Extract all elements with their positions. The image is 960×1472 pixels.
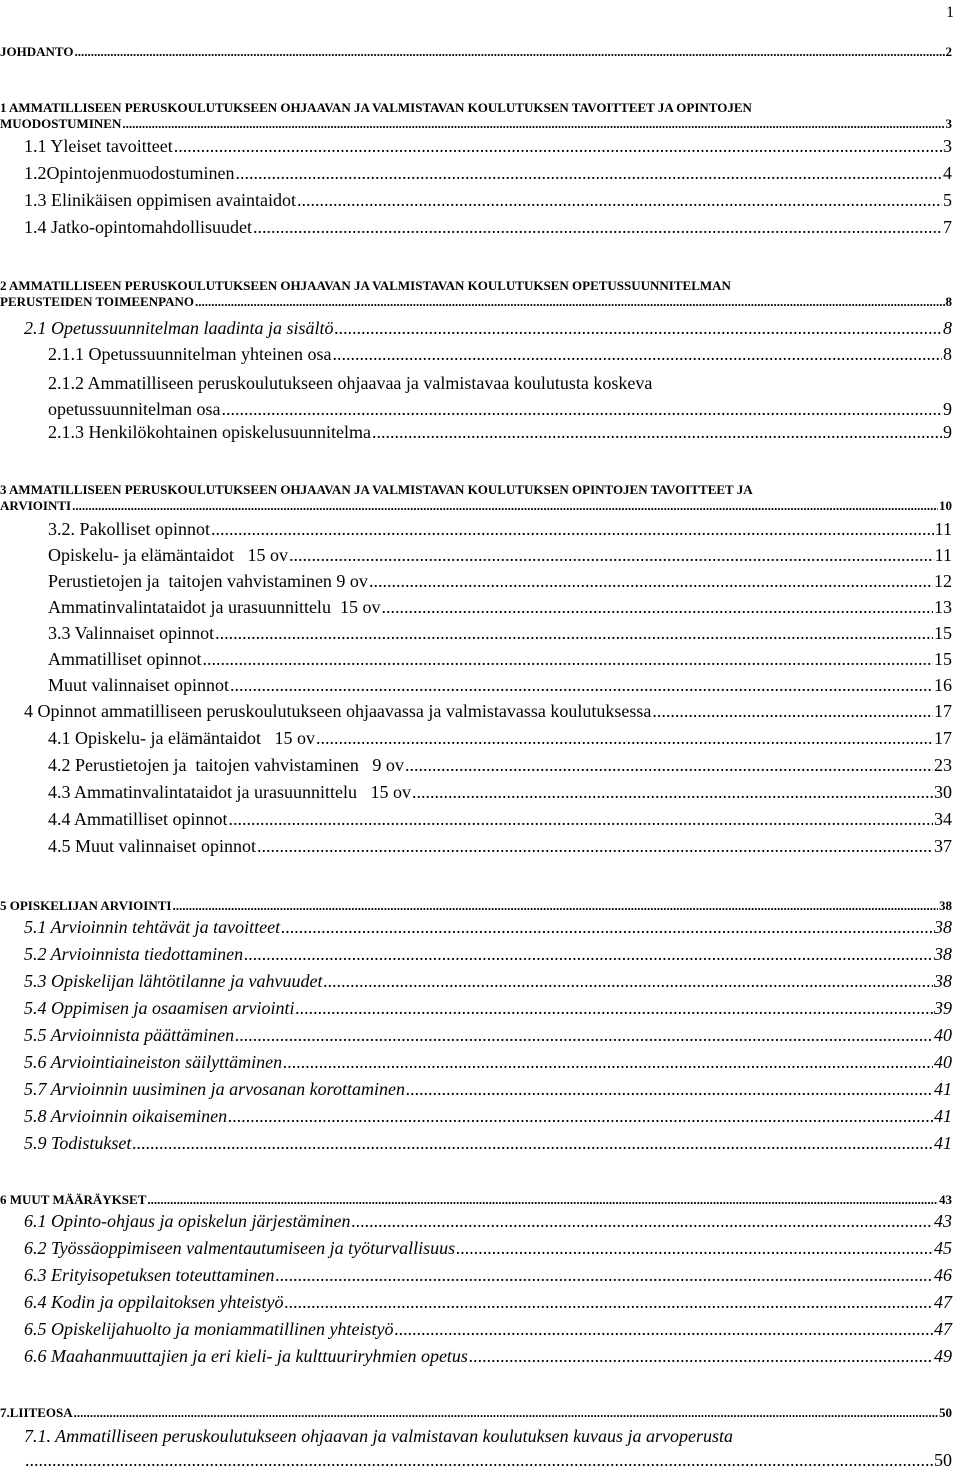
toc-label: Muut valinnaiset opinnot [48,675,229,695]
toc-entry-2-1-2[interactable] [48,370,952,422]
toc-label: 7.LIITEOSA [0,1405,73,1420]
leader-dots [229,809,934,830]
leader-dots [235,1025,933,1046]
leader-dots [284,1292,933,1313]
toc-page: 47 [934,1292,952,1312]
toc-page: 43 [939,1192,952,1207]
toc-entry-chapter-5[interactable] [0,898,952,914]
leader-dots [332,344,942,365]
toc-page: 50 [939,1405,952,1420]
toc-entry[interactable] [24,1265,952,1286]
toc-page: 47 [934,1319,952,1339]
leader-dots [230,675,933,696]
toc-entry[interactable] [24,1025,952,1046]
toc-entry[interactable] [24,944,952,965]
leader-dots [296,998,934,1019]
toc-entry[interactable] [48,344,952,365]
toc-entry-johdanto[interactable] [0,44,952,60]
toc-label: 5.1 Arvioinnin tehtävät ja tavoitteet [24,917,281,937]
toc-label-line2: ARVIOINTI [0,498,72,513]
leader-dots [369,571,933,592]
toc-label: 4 Opinnot ammatilliseen peruskoulutukseen ohjaavassa ja valmistavassa koulutuksessa [24,701,652,721]
toc-entry[interactable] [24,1292,952,1313]
leader-dots [289,545,934,566]
toc-label: 1.1 Yleiset tavoitteet [24,136,173,156]
toc-entry[interactable] [24,190,952,211]
toc-entry[interactable] [24,971,952,992]
leader-dots [372,422,942,443]
toc-page: 39 [934,998,952,1018]
leader-dots [132,1133,933,1154]
toc-label: JOHDANTO [0,44,74,59]
toc-page: 16 [934,675,952,695]
toc-label: 4.5 Muut valinnaiset opinnot [48,836,256,856]
leader-dots [174,136,942,157]
toc-label: 6.5 Opiskelijahuolto ja moniammatillinen yhteistyö [24,1319,394,1339]
toc-label-line1: 2 AMMATILLISEEN PERUSKOULUTUKSEEN OHJAAVAN JA VALMISTAVAN KOULUTUKSEN OPETUSSUUNNITELMAN [0,278,731,293]
leader-dots [25,1448,933,1472]
leader-dots [456,1238,933,1259]
toc-entry[interactable] [24,998,952,1019]
toc-page: 23 [934,755,952,775]
toc-page: 5 [943,190,952,210]
toc-page: 11 [934,519,952,539]
toc-label: 4.1 Opiskelu- ja elämäntaidot 15 ov [48,728,315,748]
toc-page: 49 [934,1346,952,1366]
toc-page: 45 [934,1238,952,1258]
leader-dots [412,782,933,803]
toc-entry[interactable] [48,728,952,749]
toc-entry[interactable] [24,163,952,184]
toc-page: 50 [934,1450,952,1470]
toc-label-line2: PERUSTEIDEN TOIMEENPANO [0,294,194,309]
toc-label: 6.3 Erityisopetuksen toteuttaminen [24,1265,275,1285]
toc-page: 13 [934,597,952,617]
toc-label: 6.2 Työssäoppimiseen valmentautumiseen ja työturvallisuus [24,1238,456,1258]
toc-entry[interactable] [24,1079,952,1100]
toc-label: 5.2 Arvioinnista tiedottaminen [24,944,244,964]
toc-label-line2: MUODOSTUMINEN [0,116,122,131]
toc-page: 17 [934,728,952,748]
toc-entry[interactable] [24,1346,952,1367]
toc-page: 41 [934,1106,952,1126]
toc-page: 3 [945,116,952,131]
toc-label-line1: 2.1.2 Ammatilliseen peruskoulutukseen ohjaavaa ja valmistavaa koulutusta koskeva [48,373,653,393]
leader-dots [335,318,942,339]
toc-label: 5 OPISKELIJAN ARVIOINTI [0,898,172,913]
leader-dots [316,728,933,749]
toc-page: 15 [934,649,952,669]
leader-dots [74,1405,938,1421]
leader-dots [652,701,933,722]
toc-entry[interactable] [48,836,952,857]
toc-label: 3.2. Pakolliset opinnot [48,519,210,539]
toc-page: 37 [934,836,952,856]
toc-page: 11 [934,545,952,565]
toc-page: 9 [943,422,952,442]
toc-entry[interactable] [24,217,952,238]
toc-entry[interactable] [24,1133,952,1154]
toc-entry[interactable] [48,675,952,696]
toc-page: 46 [934,1265,952,1285]
leader-dots [283,1052,933,1073]
toc-label: 1.2Opintojenmuodostuminen [24,163,235,183]
leader-dots [244,944,933,965]
toc-page: 40 [934,1025,952,1045]
toc-label: 5.8 Arvioinnin oikaiseminen [24,1106,228,1126]
toc-page: 38 [934,917,952,937]
toc-page: 41 [934,1133,952,1153]
toc-entry[interactable] [24,1238,952,1259]
toc-label: 2.1.3 Henkilökohtainen opiskelusuunnitelma [48,422,371,442]
toc-label-line1: 1 AMMATILLISEEN PERUSKOULUTUKSEEN OHJAAVAN JA VALMISTAVAN KOULUTUKSEN TAVOITTEET JA OPINTOJEN [0,100,752,115]
leader-dots [228,1106,933,1127]
toc-entry[interactable] [48,782,952,803]
toc-entry[interactable] [48,545,952,566]
toc-page: 30 [934,782,952,802]
toc-label: 5.7 Arvioinnin uusiminen ja arvosanan korottaminen [24,1079,405,1099]
toc-label: 2.1.1 Opetussuunnitelman yhteinen osa [48,344,332,364]
leader-dots [275,1265,933,1286]
toc-page: 40 [934,1052,952,1072]
toc-label-line1: 7.1. Ammatilliseen peruskoulutukseen ohjaavan ja valmistavan koulutuksen kuvaus ja arvoperusta [24,1426,734,1446]
toc-page: 8 [943,318,952,338]
toc-label: 1.4 Jatko-opintomahdollisuudet [24,217,252,237]
leader-dots [203,649,934,670]
leader-dots [351,1211,933,1232]
toc-entry[interactable] [48,597,952,618]
toc-label: 6.1 Opinto-ohjaus ja opiskelun järjestäminen [24,1211,351,1231]
toc-page: 12 [934,571,952,591]
leader-dots [221,396,942,422]
toc-label: 4.4 Ammatilliset opinnot [48,809,228,829]
toc-label: 1.3 Elinikäisen oppimisen avaintaidot [24,190,296,210]
toc-page: 4 [943,163,952,183]
toc-entry[interactable] [48,623,952,644]
toc-entry[interactable] [48,649,952,670]
toc-page: 2 [945,44,952,59]
leader-dots [394,1319,933,1340]
leader-dots [406,1079,933,1100]
toc-entry[interactable] [48,422,952,443]
toc-page: 8 [945,294,952,309]
leader-dots [215,623,933,644]
leader-dots [72,498,938,514]
toc-entry-chapter-1[interactable] [0,100,952,132]
toc-entry[interactable] [24,136,952,157]
toc-label: 3.3 Valinnaiset opinnot [48,623,215,643]
toc-page: 3 [943,136,952,156]
leader-dots [257,836,933,857]
toc-label: 4.2 Perustietojen ja taitojen vahvistaminen 9 ov [48,755,404,775]
leader-dots [236,163,943,184]
toc-entry[interactable] [24,917,952,938]
toc-label: Opiskelu- ja elämäntaidot 15 ov [48,545,288,565]
toc-entry[interactable] [24,1052,952,1073]
toc-entry-7-1[interactable] [24,1424,952,1472]
leader-dots [253,217,942,238]
toc-label: 5.3 Opiskelijan lähtötilanne ja vahvuudet [24,971,323,991]
toc-entry[interactable] [24,1211,952,1232]
toc-page: 10 [939,498,952,513]
toc-entry-chapter-7[interactable] [0,1405,952,1421]
toc-label-line1: 3 AMMATILLISEEN PERUSKOULUTUKSEEN OHJAAVAN JA VALMISTAVAN KOULUTUKSEN OPINTOJEN TAVOITTEET JA [0,482,753,497]
leader-dots [281,917,933,938]
toc-label: Perustietojen ja taitojen vahvistaminen 9 ov [48,571,368,591]
toc-label: 5.6 Arviointiaineiston säilyttäminen [24,1052,283,1072]
toc-page: 38 [939,898,952,913]
toc-entry-chapter-3[interactable] [0,482,952,514]
leader-dots [323,971,933,992]
toc-label: 6 MUUT MÄÄRÄYKSET [0,1192,147,1207]
toc-page: 38 [934,944,952,964]
leader-dots [172,898,938,914]
toc-page: 8 [943,344,952,364]
toc-entry-chapter-6[interactable] [0,1192,952,1208]
leader-dots [297,190,942,211]
toc-entry[interactable] [48,755,952,776]
toc-label: 4.3 Ammatinvalintataidot ja urasuunnittelu 15 ov [48,782,411,802]
toc-label: 5.4 Oppimisen ja osaamisen arviointi [24,998,295,1018]
leader-dots [381,597,933,618]
toc-page: 17 [934,701,952,721]
toc-label: 5.9 Todistukset [24,1133,132,1153]
toc-page: 15 [934,623,952,643]
toc-entry[interactable] [48,571,952,592]
leader-dots [469,1346,933,1367]
page-number: 1 [946,4,954,21]
toc-entry[interactable] [24,1319,952,1340]
toc-entry[interactable] [24,701,952,722]
toc-label: Ammatinvalintataidot ja urasuunnittelu 15 ov [48,597,381,617]
toc-label: 6.4 Kodin ja oppilaitoksen yhteistyö [24,1292,284,1312]
leader-dots [147,1192,938,1208]
leader-dots [405,755,933,776]
toc-page: 43 [934,1211,952,1231]
toc-label: 2.1 Opetussuunnitelman laadinta ja sisältö [24,318,334,338]
toc-page: 9 [943,399,952,419]
toc-label-line2: opetussuunnitelman osa [48,399,221,419]
toc-entry[interactable] [48,519,952,540]
leader-dots [195,294,945,310]
toc-page: 38 [934,971,952,991]
toc-entry[interactable] [24,1106,952,1127]
toc-page: 7 [943,217,952,237]
toc-entry-chapter-2[interactable] [0,278,952,310]
toc-entry[interactable] [48,809,952,830]
leader-dots [122,116,944,132]
leader-dots [74,44,944,60]
leader-dots [211,519,934,540]
toc-label: Ammatilliset opinnot [48,649,202,669]
toc-page: 41 [934,1079,952,1099]
toc-page: 34 [934,809,952,829]
toc-label: 5.5 Arvioinnista päättäminen [24,1025,235,1045]
toc-label: 6.6 Maahanmuuttajien ja eri kieli- ja kulttuuriryhmien opetus [24,1346,468,1366]
toc-entry[interactable] [24,318,952,339]
